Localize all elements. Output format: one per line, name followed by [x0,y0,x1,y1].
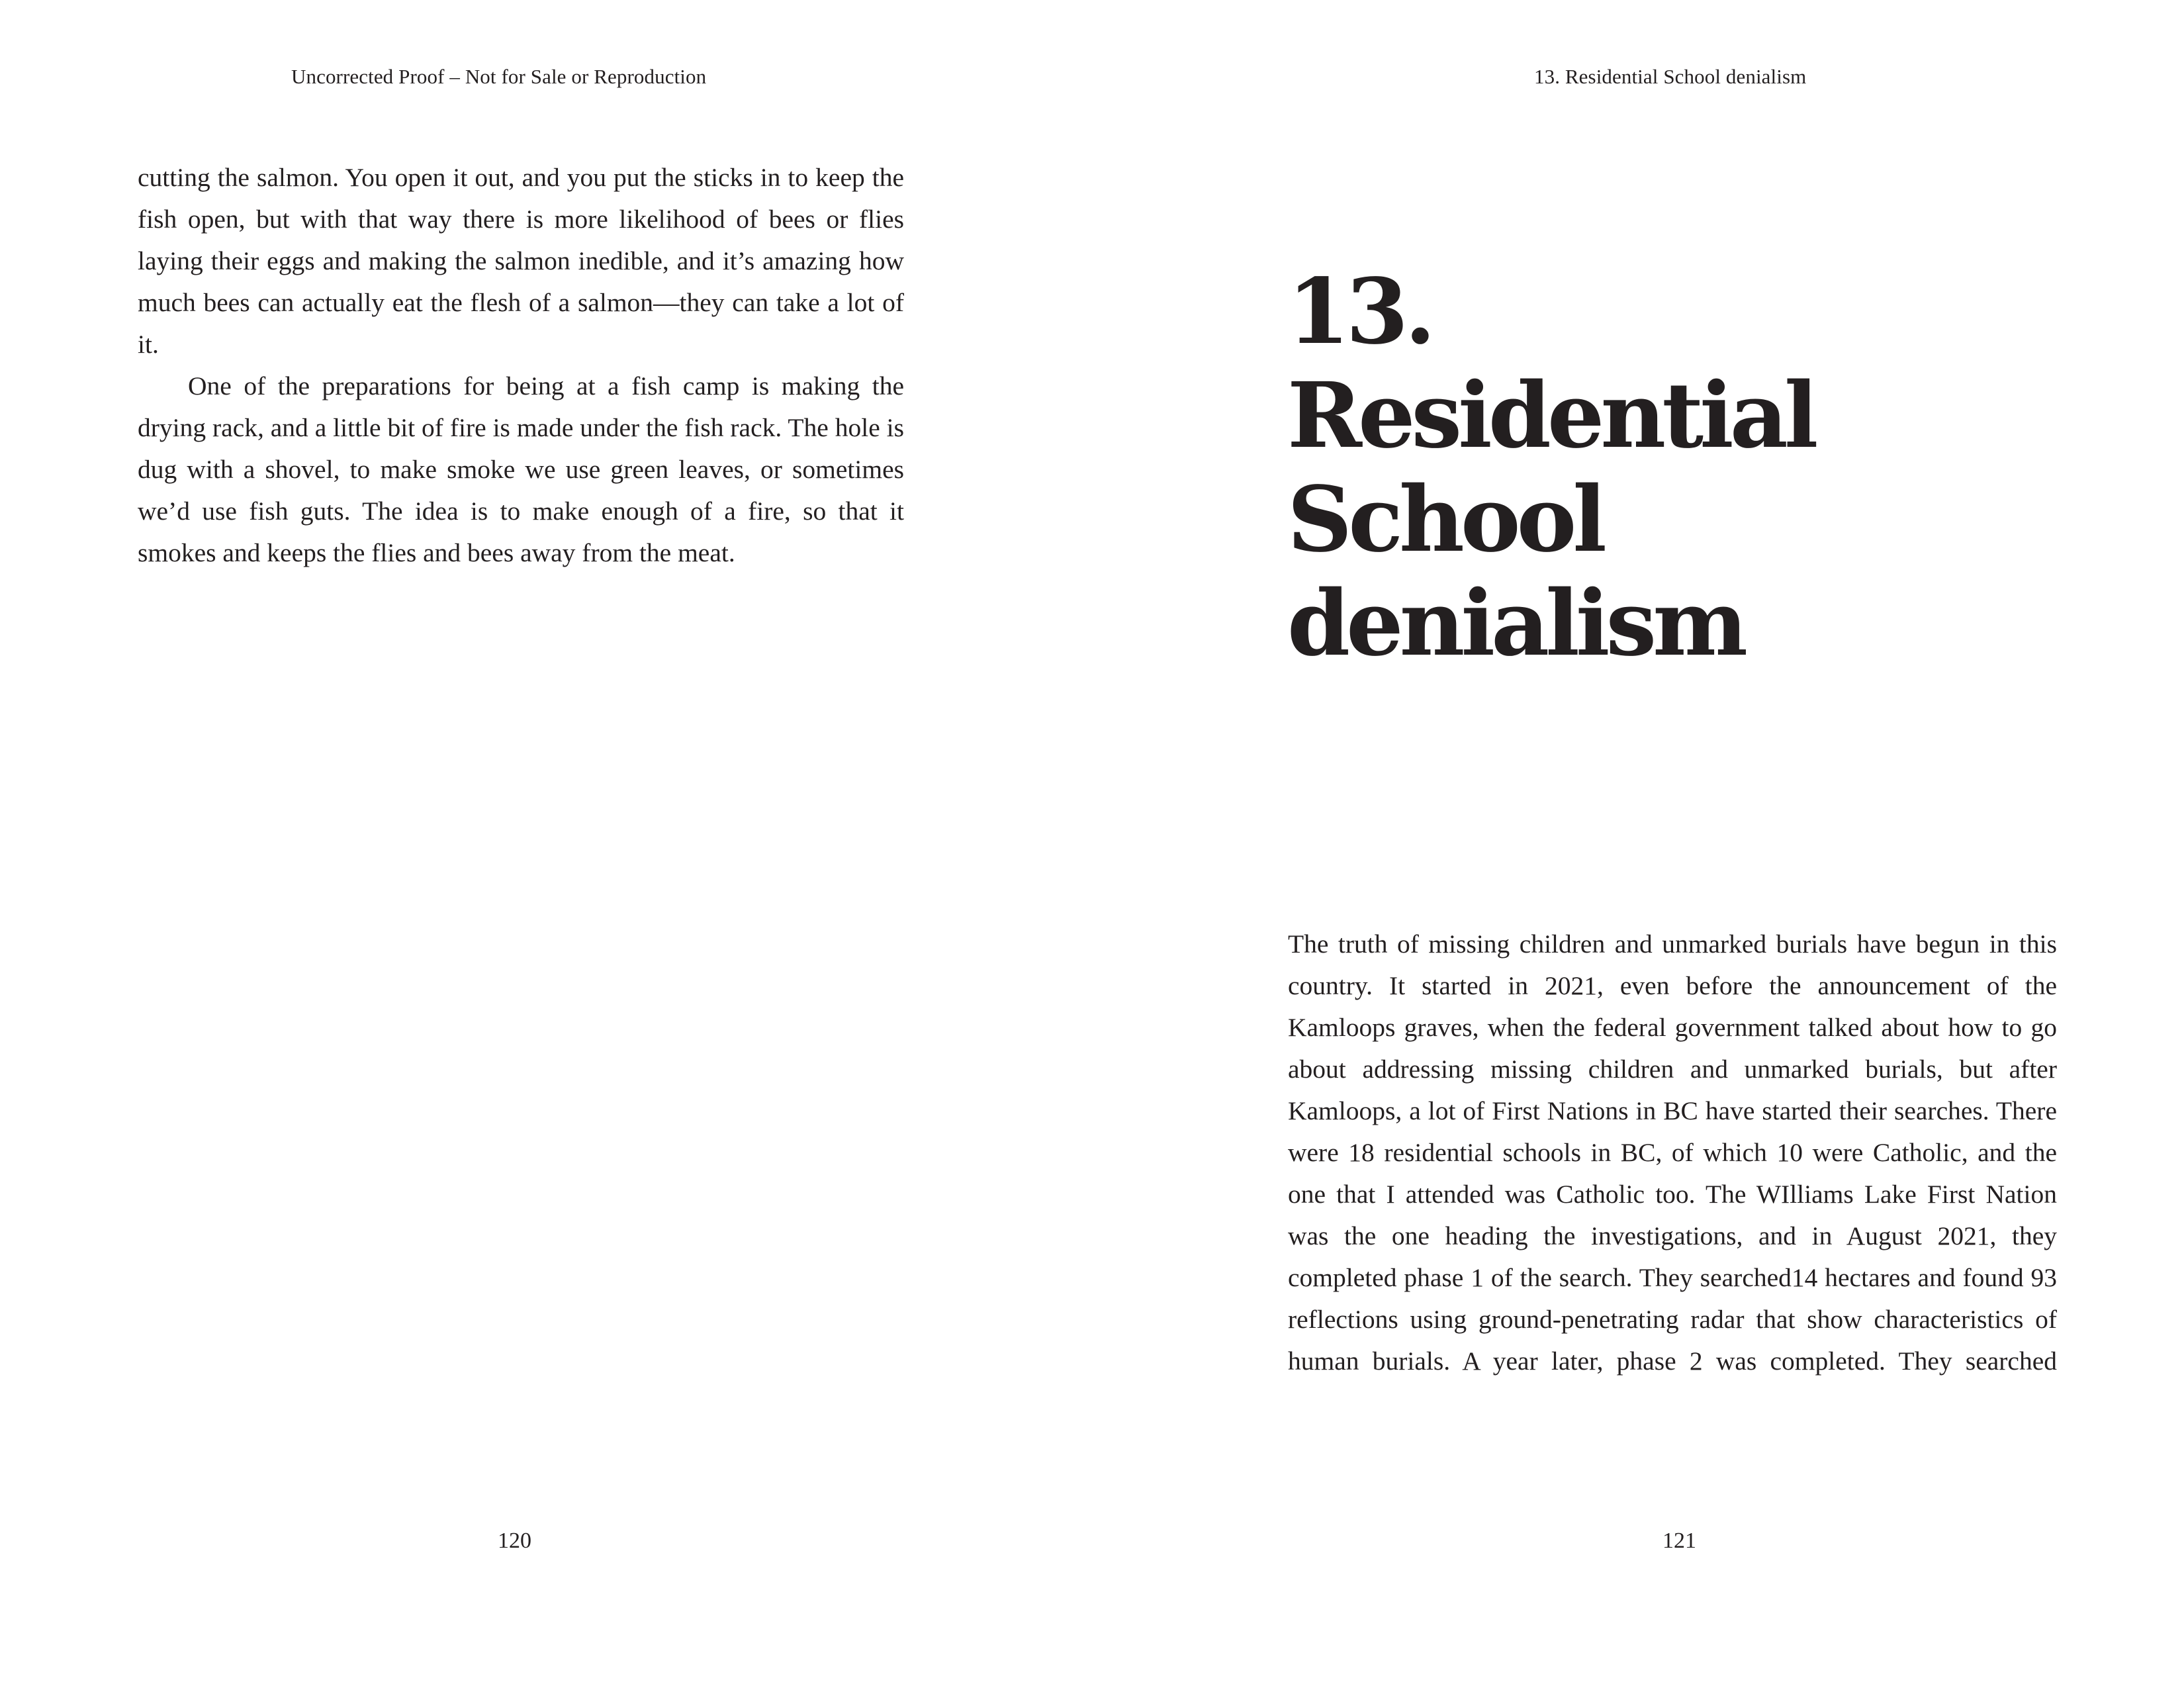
body-paragraph: The truth of missing children and unmarked burials have begun in this country. It started in 2021, even before the announcement of the Kamloops graves, when the federal government talked about how to go about addressing missing children and unmarked burials, but after Kamloops, a lot of First Nations in BC have started their searches. There were 18 residential schools in BC, of which 10 were Catholic, and the one that I attended was Catholic too. The WIlliams Lake First Nation was the one heading the investigations, and in August 2021, they completed phase 1 of the search. They searched14 hectares and found 93 reflections using ground-penetrating radar that show characteristics of human burials. A year later, phase 2 was completed. They searched [1288,929,2057,1376]
running-head-right: 13. Residential School denialism [1534,65,1807,88]
page-number-left: 120 [498,1528,531,1553]
chapter-title [1287,260,2015,676]
running-head-left: Uncorrected Proof – Not for Sale or Reproduction [291,65,707,88]
chapter-title-line: School [1287,467,1603,573]
body-paragraph: One of the preparations for being at a fish camp is making the drying rack, and a little bit of fire is made under the fish rack. The hole is dug with a shovel, to make smoke we use green leaves, or sometimes we’d use fish guts. The idea is to make enough of a fire, so that it smokes and keeps the flies and bees away from the meat. [138,371,904,567]
page-number-right: 121 [1662,1528,1696,1553]
right-page-body [1288,923,2057,1382]
right-page [1092,0,2184,1688]
chapter-title-line: denialism [1287,571,1745,677]
body-paragraph: cutting the salmon. You open it out, and you put the sticks in to keep the fish open, but with that way there is more likelihood of bees or flies laying their eggs and making the salmon inedible, and it’s amazing how much bees can actually eat the flesh of a salmon—they can take a lot of it. [138,163,904,359]
chapter-title-line: 13. [1287,259,1432,365]
left-page-body [138,157,904,574]
chapter-title-line: Residential [1287,363,1815,469]
